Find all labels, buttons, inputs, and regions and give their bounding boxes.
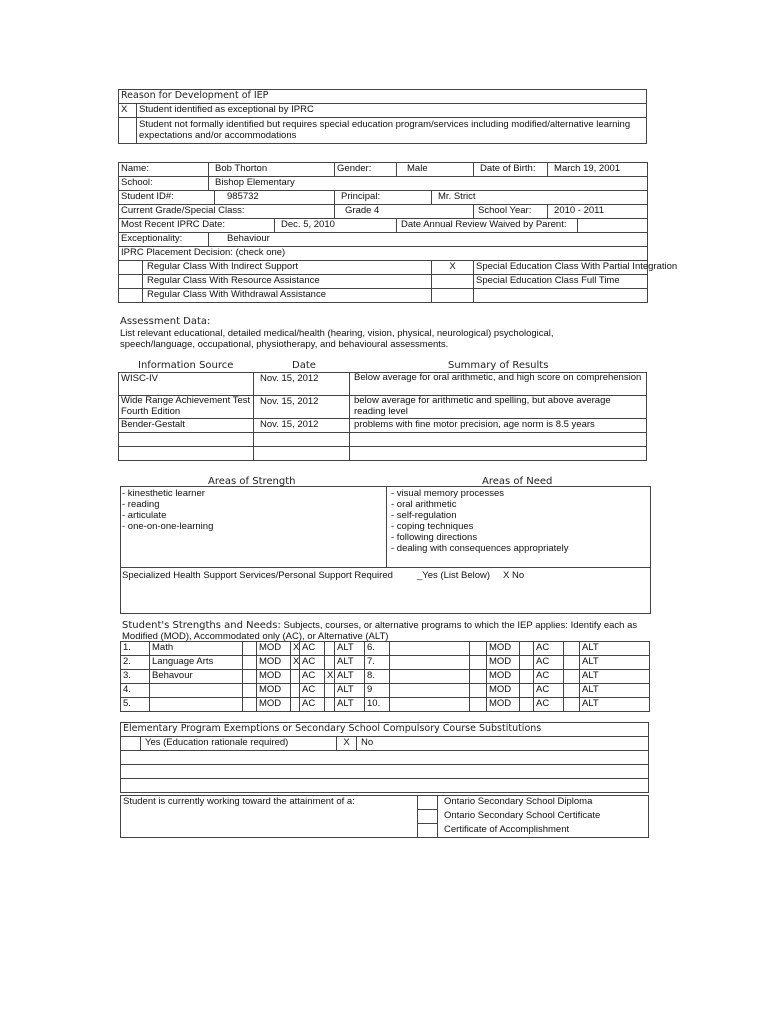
placement-checkbox-2[interactable] <box>119 275 143 289</box>
subject-ac-label: AC <box>300 642 325 656</box>
assessment-summary[interactable] <box>350 433 647 447</box>
placement-option-6 <box>474 289 648 303</box>
subject-mod-label: MOD <box>487 684 520 698</box>
subject-name[interactable] <box>390 656 470 670</box>
assessment-summary: below average for arithmetic and spelling, but above average reading level <box>350 396 647 419</box>
subject-ac-check[interactable] <box>291 698 300 712</box>
gender-label: Gender: <box>335 163 397 177</box>
exemptions-table <box>120 722 649 793</box>
assessment-header-source: Information Source <box>138 360 234 371</box>
subject-name[interactable] <box>390 684 470 698</box>
subject-num: 7. <box>365 656 390 670</box>
subject-ac-label: AC <box>300 684 325 698</box>
subjects-heading <box>122 620 648 642</box>
principal-label: Principal: <box>335 191 432 205</box>
subject-mod-label: MOD <box>257 656 291 670</box>
subject-num: 1. <box>121 642 150 656</box>
subject-name[interactable]: Math <box>150 642 243 656</box>
subject-num: 5. <box>121 698 150 712</box>
subject-ac-check[interactable] <box>520 656 534 670</box>
subject-ac-check[interactable] <box>520 642 534 656</box>
assessment-title: Assessment Data: <box>120 316 211 327</box>
subject-ac-label: AC <box>534 642 564 656</box>
subject-ac-label: AC <box>534 656 564 670</box>
subject-mod-check[interactable] <box>243 642 257 656</box>
subject-mod-label: MOD <box>487 656 520 670</box>
placement-option-5: Special Education Class Full Time <box>474 275 648 289</box>
assessment-source[interactable] <box>119 447 254 461</box>
subject-ac-label: AC <box>534 684 564 698</box>
assessment-date[interactable] <box>254 433 350 447</box>
assessment-summary: problems with fine motor precision, age norm is 8.5 years <box>350 419 647 433</box>
subject-ac-label: AC <box>534 698 564 712</box>
assessment-date: Nov. 15, 2012 <box>254 373 350 396</box>
subject-ac-check[interactable] <box>520 670 534 684</box>
assessment-header-summary: Summary of Results <box>448 360 549 371</box>
subject-mod-check[interactable] <box>470 684 487 698</box>
subject-ac-label: AC <box>300 670 325 684</box>
subject-name[interactable]: Language Arts <box>150 656 243 670</box>
table-row <box>121 670 650 684</box>
exemption-row[interactable] <box>121 751 649 765</box>
subject-mod-check[interactable] <box>243 656 257 670</box>
table-row <box>121 656 650 670</box>
subject-mod-check[interactable] <box>243 670 257 684</box>
placement-checkbox-6[interactable] <box>432 289 474 303</box>
subjects-intro: Subjects, courses, or alternative programs to which the IEP applies: Identify each as Modified (MOD), Accommodated only (AC), or Alternative (ALT) <box>122 620 638 642</box>
areas-separator <box>121 567 650 568</box>
principal-value[interactable]: Mr. Strict <box>432 191 648 205</box>
table-row <box>121 698 650 712</box>
subject-name[interactable] <box>150 698 243 712</box>
subject-num: 9 <box>365 684 390 698</box>
school-year-label: School Year: <box>474 205 548 219</box>
subject-alt-label: ALT <box>580 656 650 670</box>
subject-name[interactable] <box>390 642 470 656</box>
subject-ac-check[interactable]: X <box>291 656 300 670</box>
subject-alt-check[interactable] <box>325 684 335 698</box>
name-label: Name: <box>119 163 209 177</box>
table-row <box>119 373 647 396</box>
subject-mod-label: MOD <box>257 698 291 712</box>
attainment-option-certificate: Ontario Secondary School Certificate <box>438 810 649 824</box>
subject-alt-check[interactable] <box>325 642 335 656</box>
subject-ac-check[interactable] <box>291 684 300 698</box>
assessment-intro: List relevant educational, detailed medical/health (hearing, vision, physical, neurological) psychological, speech/language, occupational, physiotherapy, and behavioural assessments. <box>120 328 554 350</box>
subject-name[interactable] <box>150 684 243 698</box>
subject-alt-label: ALT <box>580 698 650 712</box>
table-row <box>119 447 647 461</box>
table-row <box>119 396 647 419</box>
subject-ac-label: AC <box>534 670 564 684</box>
health-support-label: Specialized Health Support Services/Personal Support Required <box>122 570 393 581</box>
placement-option-3: Regular Class With Withdrawal Assistance <box>143 289 432 303</box>
subject-alt-check[interactable]: X <box>325 670 335 684</box>
reason-table <box>118 89 647 144</box>
assessment-source: WISC-IV <box>119 373 254 396</box>
subject-alt-label: ALT <box>580 670 650 684</box>
iprc-date-label: Most Recent IPRC Date: <box>119 219 275 233</box>
subject-ac-check[interactable] <box>520 698 534 712</box>
placement-label: IPRC Placement Decision: (check one) <box>119 247 648 261</box>
exemption-row[interactable] <box>121 765 649 779</box>
subject-mod-label: MOD <box>487 698 520 712</box>
table-row <box>121 684 650 698</box>
subject-mod-check[interactable] <box>243 684 257 698</box>
placement-option-4: Special Education Class With Partial Integration <box>474 261 648 275</box>
subject-alt-check[interactable] <box>325 698 335 712</box>
subject-mod-label: MOD <box>487 670 520 684</box>
subject-name[interactable]: Behavour <box>150 670 243 684</box>
subject-num: 8. <box>365 670 390 684</box>
reason-checkbox-1[interactable]: X <box>119 104 137 118</box>
attainment-table <box>120 795 649 838</box>
subject-mod-label: MOD <box>257 670 291 684</box>
health-support-yes[interactable]: _Yes (List Below) <box>417 570 491 581</box>
assessment-date: Nov. 15, 2012 <box>254 419 350 433</box>
placement-checkbox-5[interactable] <box>432 275 474 289</box>
subject-num: 2. <box>121 656 150 670</box>
placement-option-1: Regular Class With Indirect Support <box>143 261 432 275</box>
subject-alt-label: ALT <box>335 684 365 698</box>
placement-checkbox-1[interactable] <box>119 261 143 275</box>
subject-alt-check[interactable] <box>564 642 580 656</box>
need-title: Areas of Need <box>482 476 553 487</box>
grade-value[interactable]: Grade 4 <box>335 205 474 219</box>
exemption-row[interactable] <box>121 779 649 793</box>
subject-num: 10. <box>365 698 390 712</box>
strength-title: Areas of Strength <box>208 476 296 487</box>
subject-mod-label: MOD <box>257 642 291 656</box>
subject-alt-label: ALT <box>335 656 365 670</box>
table-row <box>119 419 647 433</box>
grade-label: Current Grade/Special Class: <box>119 205 335 219</box>
reason-checkbox-2[interactable] <box>119 118 137 144</box>
school-value[interactable]: Bishop Elementary <box>209 177 648 191</box>
subject-mod-check[interactable] <box>243 698 257 712</box>
waived-date-label: Date Annual Review Waived by Parent: <box>397 219 578 233</box>
assessment-date: Nov. 15, 2012 <box>254 396 350 419</box>
assessment-date[interactable] <box>254 447 350 461</box>
table-row <box>119 433 647 447</box>
attainment-check-diploma[interactable] <box>418 796 438 810</box>
areas-box <box>120 486 651 614</box>
exemption-yes-check[interactable] <box>121 737 141 751</box>
subject-name[interactable] <box>390 698 470 712</box>
attainment-label: Student is currently working toward the attainment of a: <box>121 796 418 838</box>
strengths-list: - kinesthetic learner - reading - articulate - one-on-one-learning <box>122 488 214 532</box>
assessment-summary: Below average for oral arithmetic, and high score on comprehension <box>350 373 647 396</box>
iprc-date-value[interactable]: Dec. 5, 2010 <box>275 219 397 233</box>
assessment-summary[interactable] <box>350 447 647 461</box>
gender-value[interactable]: Male <box>397 163 474 177</box>
subject-alt-label: ALT <box>580 642 650 656</box>
placement-checkbox-3[interactable] <box>119 289 143 303</box>
subject-alt-check[interactable] <box>564 656 580 670</box>
subjects-title: Student's Strengths and Needs: <box>122 620 281 631</box>
placement-checkbox-4[interactable]: X <box>432 261 474 275</box>
subject-alt-check[interactable] <box>564 684 580 698</box>
student-id-label: Student ID#: <box>119 191 215 205</box>
exemptions-title: Elementary Program Exemptions or Secondary School Compulsory Course Substitutions <box>121 723 649 737</box>
needs-list: - visual memory processes - oral arithmetic - self-regulation - coping techniques - following directions - dealing with consequences appropriately <box>391 488 569 554</box>
subject-ac-label: AC <box>300 656 325 670</box>
subject-alt-check[interactable] <box>564 698 580 712</box>
waived-date-value[interactable] <box>578 219 648 233</box>
subject-mod-check[interactable] <box>470 642 487 656</box>
health-support-no[interactable]: X No <box>503 570 525 581</box>
exceptionality-label: Exceptionality: <box>119 233 209 247</box>
subject-mod-check[interactable] <box>470 656 487 670</box>
school-label: School: <box>119 177 209 191</box>
subject-mod-check[interactable] <box>470 670 487 684</box>
exceptionality-value[interactable]: Behaviour <box>209 233 648 247</box>
subject-ac-check[interactable]: X <box>291 642 300 656</box>
attainment-check-accomplishment[interactable] <box>418 824 438 838</box>
placement-option-2: Regular Class With Resource Assistance <box>143 275 432 289</box>
subject-alt-label: ALT <box>335 642 365 656</box>
attainment-option-diploma: Ontario Secondary School Diploma <box>438 796 649 810</box>
subject-ac-label: AC <box>300 698 325 712</box>
subject-mod-label: MOD <box>257 684 291 698</box>
exemption-no-check[interactable]: X <box>337 737 357 751</box>
attainment-option-accomplishment: Certificate of Accomplishment <box>438 824 649 838</box>
subject-alt-label: ALT <box>335 698 365 712</box>
subjects-table <box>120 641 650 712</box>
subject-alt-label: ALT <box>335 670 365 684</box>
assessment-table <box>118 372 647 461</box>
assessment-source: Bender-Gestalt <box>119 419 254 433</box>
dob-value[interactable]: March 19, 2001 <box>548 163 648 177</box>
subject-num: 4. <box>121 684 150 698</box>
assessment-source[interactable] <box>119 433 254 447</box>
exemption-no-label: No <box>357 737 649 751</box>
name-value[interactable]: Bob Thorton <box>209 163 335 177</box>
subject-ac-check[interactable] <box>291 670 300 684</box>
school-year-value[interactable]: 2010 - 2011 <box>548 205 648 219</box>
subject-num: 3. <box>121 670 150 684</box>
subject-alt-check[interactable] <box>564 670 580 684</box>
reason-option-2: Student not formally identified but requires special education program/services including modified/alternative learning expectations and/or accommodations <box>137 118 647 144</box>
subject-num: 6. <box>365 642 390 656</box>
subject-ac-check[interactable] <box>520 684 534 698</box>
subject-mod-check[interactable] <box>470 698 487 712</box>
dob-label: Date of Birth: <box>474 163 548 177</box>
assessment-header-date: Date <box>292 360 316 371</box>
reason-title: Reason for Development of IEP <box>119 90 647 104</box>
subject-alt-check[interactable] <box>325 656 335 670</box>
student-info-table <box>118 162 678 303</box>
student-id-value[interactable]: 985732 <box>215 191 335 205</box>
table-row <box>121 642 650 656</box>
exemption-yes-label: Yes (Education rationale required) <box>141 737 337 751</box>
subject-mod-label: MOD <box>487 642 520 656</box>
subject-alt-label: ALT <box>580 684 650 698</box>
attainment-check-certificate[interactable] <box>418 810 438 824</box>
subject-name[interactable] <box>390 670 470 684</box>
assessment-source: Wide Range Achievement Test Fourth Edition <box>119 396 254 419</box>
areas-divider <box>386 487 387 567</box>
reason-option-1: Student identified as exceptional by IPRC <box>137 104 647 118</box>
